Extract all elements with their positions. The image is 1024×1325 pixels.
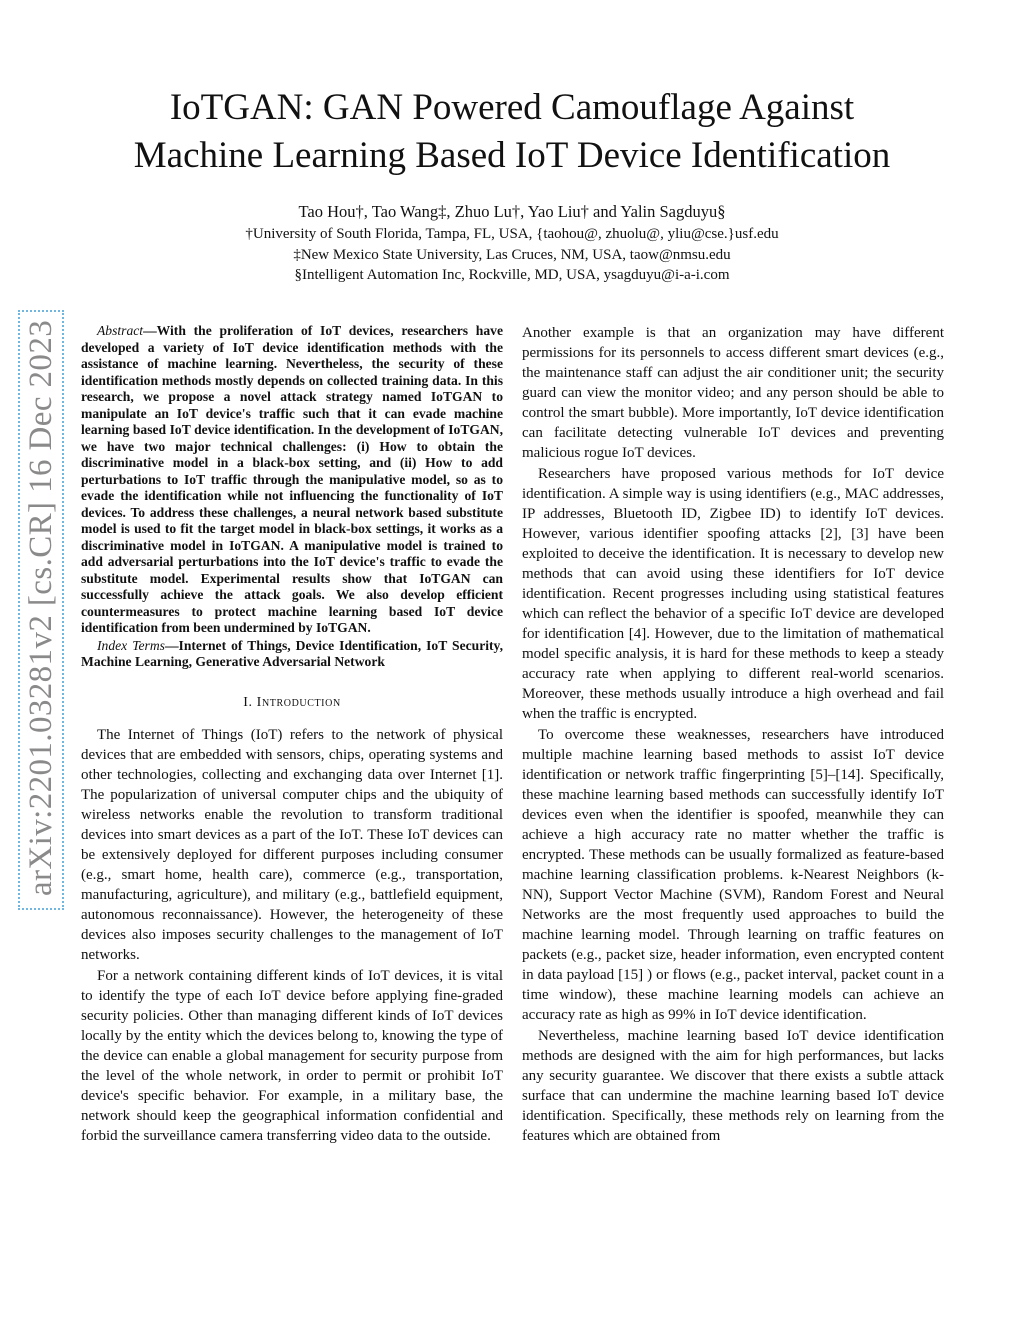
right-paragraph-4: Nevertheless, machine learning based IoT device identification methods are designed with the aim for high performances, but lacks any security guarantee. We discover that there exists a subtle attack surface that can undermine the machine learning based IoT device identification. Specifically, these methods rely on learning from the features which are obtained from [522,1028,944,1144]
affiliation-nmsu: ‡New Mexico State University, Las Cruces, NM, USA, taow@nmsu.edu [293,247,731,263]
right-paragraph-1: Another example is that an organization may have different permissions for its personnels to access different smart devices (e.g., the maintenance staff can adjust the air conditioner unit; the security guard can view the monitor video; and any person should be able to control the smart bubble). More importantly, IoT device identification can facilitate detecting vulnerable IoT devices and preventing malicious rogue IoT devices. [522,325,944,461]
right-paragraph-3: To overcome these weaknesses, researchers have introduced multiple machine learning based methods to assist IoT device identification or network traffic fingerprinting [5]–[14]. Specifically, these machine learning based methods can successfully identify IoT devices even when the identifier is spoofed, meanwhile they can achieve a high accuracy rate no matter whether the traffic is encrypted. These methods can be usually formalized as feature-based machine learning classification problems. k-Nearest Neighbors (k-NN), Support Vector Machine (SVM), Random Forest and Neural Networks are the most frequently used approaches to build the machine learning model. Through learning on traffic features on packets (e.g., packet size, header information, even encrypted content in data payload [15] ) or flows (e.g., packet interval, packet count in a time window), these machine learning models can achieve an accuracy rate as high as 99% in IoT device identification. [522,727,944,1023]
arxiv-identifier-stamp[interactable]: arXiv:2201.03281v2 [cs.CR] 16 Dec 2023 [18,310,64,910]
intro-paragraph-2: For a network containing different kinds of IoT devices, it is vital to identify the type of each IoT device before applying fine-graded security policies. Other than managing different kinds of IoT devices locally by the entity which the devices belong to, knowing the type of the device can enable a global management for security purpose from the level of the whole network, in order to permit or prohibit IoT device's specific behavior. For example, in a military base, the network should keep the geographical information confidential and forbid the surveillance camera transferring video data to the outside. [81,967,503,1144]
right-paragraph-2: Researchers have proposed various methods for IoT device identification. A simple way is using identifiers (e.g., MAC addresses, IP addresses, Bluetooth ID, Zigbee ID) to identify IoT devices. However, various identifier spoofing attacks [2], [3] have been exploited to deceive the identification. It is necessary to develop new methods that can avoid using these identifiers for IoT device identification. Recent progresses including using statistical features which can reflect the behavior of a specific IoT device are developed for identification [4]. However, due to the limitation of mathematical model specific analysis, it is hard for these methods to keep a steady accuracy rate when applying to different real-world scenarios. Moreover, these methods usually introduce a high overhead and fail when the traffic is encrypted. [522,466,944,722]
intro-paragraph-1: The Internet of Things (IoT) refers to the network of physical devices that are embedded with sensors, chips, operating systems and other technologies, collecting and exchanging data over Internet [1]. The popularization of universal computer chips and the ubiquity of wireless networks enable the revolution to transform traditional devices into smart devices as a part of the IoT. These IoT devices can be extensively deployed for different purposes including consumer (e.g., smart home, health care), commerce (e.g., transportation, manufacturing, agriculture), and military (e.g., battlefield equipment, autonomous reconnaissance). However, the heterogeneity of these devices also imposes security challenges to the management of IoT networks. [81,726,503,963]
paper-title [60,84,964,180]
index-terms-label: Index Terms [97,637,165,653]
section-heading-introduction: I. Introduction [243,694,341,710]
index-terms-text: Internet of Things, Device Identification, IoT Security, Machine Learning, Generative Adversarial Network [81,637,503,669]
abstract-label: Abstract [97,323,144,338]
affiliation-usf: †University of South Florida, Tampa, FL, USA, {taohou@, zhuolu@, yliu@cse.}usf.edu [245,226,779,242]
abstract: Abstract—With the proliferation of IoT devices, researchers have developed a variety of IoT device identification methods with the assistance of machine learning. Nevertheless, the security of these identification methods mostly depends on collected training data. In this research, we propose a novel attack strategy named IoTGAN to manipulate an IoT device's traffic such that it can evade machine learning based IoT device identification. In the development of IoTGAN, we have two major technical challenges: (i) How to obtain the discriminative model in a black-box setting, and (ii) How to add perturbations to IoT traffic through the manipulative model, so as to evade the identification while not influencing the functionality of IoT devices. To address these challenges, a neural network based substitute model is used to fit the target model in black-box settings, it works as a discriminative model in IoTGAN. A manipulative model is trained to add adversarial perturbations into the IoT device's traffic to evade the substitute model. Experimental results show that IoTGAN can successfully achieve the attack goals. We also develop efficient countermeasures to protect machine learning based IoT device identification from been undermined by IoTGAN. [81,323,503,635]
left-column [81,323,503,1146]
affiliation-iai: §Intelligent Automation Inc, Rockville, MD, USA, ysagduyu@i-a-i.com [294,267,730,283]
title-line-1: IoTGAN: GAN Powered Camouflage Against [169,87,855,128]
title-line-2: Machine Learning Based IoT Device Identification [133,135,891,176]
author-list: Tao Hou†, Tao Wang‡, Zhuo Lu†, Yao Liu† and Yalin Sagduyu§ [298,202,726,221]
right-column [522,323,944,1146]
index-terms: Index Terms—Internet of Things, Device Identification, IoT Security, Machine Learning, Generative Adversarial Network [81,637,503,669]
abstract-text: With the proliferation of IoT devices, researchers have developed a variety of IoT device identification methods with the assistance of machine learning. Nevertheless, the security of these identification methods mostly depends on collected training data. In this research, we propose a novel attack strategy named IoTGAN to manipulate an IoT device's traffic such that it can evade machine learning based IoT device identification. In the development of IoTGAN, we have two major technical challenges: (i) How to obtain the discriminative model in a black-box setting, and (ii) How to add perturbations to IoT traffic through the manipulative model, so as to evade the identification while not influencing the functionality of IoT devices. To address these challenges, a neural network based substitute model is used to fit the target model in black-box settings, it works as a discriminative model in IoTGAN. A manipulative model is trained to add adversarial perturbations into the IoT device's traffic to evade the substitute model. Experimental results show that IoTGAN can successfully achieve the attack goals. We also develop efficient countermeasures to protect machine learning based IoT device identification from been undermined by IoTGAN. [81,323,503,635]
